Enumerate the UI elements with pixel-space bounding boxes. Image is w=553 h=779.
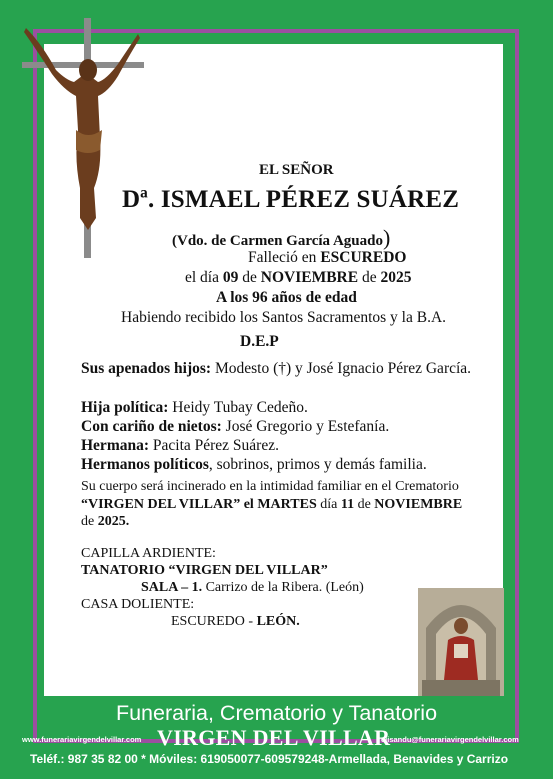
daughter-in-law-label: Hija política: (81, 399, 169, 416)
death-date-line (185, 269, 411, 287)
close-paren: ) (382, 225, 391, 250)
footer-website-link[interactable]: www.funerariavirgendelvillar.com (22, 735, 142, 744)
children-label: Sus apenados hijos: (81, 360, 212, 377)
death-day: 09 (222, 269, 239, 286)
in-laws-line (81, 455, 476, 474)
cremation-day: 11 (340, 496, 355, 512)
widower-text: Vdo. de Carmen García Aguado (177, 233, 383, 249)
children-line (81, 359, 476, 378)
crucifix-image (22, 18, 157, 258)
daughter-in-law-value: Heidy Tubay Cedeño. (168, 399, 308, 416)
died-in-prefix: Falleció en (248, 249, 321, 266)
death-month: NOVIEMBRE (260, 269, 359, 286)
home-place: ESCUREDO - (171, 614, 257, 629)
open-paren: ( (172, 233, 177, 249)
sala-location: Carrizo de la Ribera. (León) (202, 580, 364, 595)
cremation-de-2: de (81, 514, 98, 529)
sister-label: Hermana: (81, 437, 150, 454)
el-senor-heading: EL SEÑOR (259, 162, 334, 178)
cremation-month: NOVIEMBRE (374, 496, 463, 512)
crematorio-name: “VIRGEN DEL VILLAR” el MARTES (81, 496, 317, 512)
chapel-label: CAPILLA ARDIENTE: (81, 546, 216, 561)
home-label: CASA DOLIENTE: (81, 597, 195, 612)
children-value: Modesto (†) y José Ignacio Pérez García. (211, 360, 472, 377)
death-place: ESCUREDO (320, 249, 407, 266)
grandchildren-value: José Gregorio y Estefanía. (221, 418, 390, 435)
cremation-paragraph (81, 478, 476, 531)
tanatorio-name: TANATORIO “VIRGEN DEL VILLAR” (81, 563, 328, 578)
cremation-year: 2025. (97, 514, 130, 529)
daughter-in-law-line (81, 398, 476, 417)
cremation-dia: día (316, 496, 341, 512)
cremation-text: Su cuerpo será incinerado en la intimidad familiar en el Crematorio (81, 479, 459, 494)
deceased-name: Dª. ISMAEL PÉREZ SUÁREZ (122, 186, 460, 213)
dep-line: D.E.P (240, 333, 279, 350)
grandchildren-label: Con cariño de nietos: (81, 418, 222, 435)
sala-label: SALA – 1. (141, 580, 203, 595)
home-place-line (171, 614, 300, 630)
sala-line (141, 580, 364, 596)
cremation-de-1: de (354, 496, 375, 512)
date-de-2: de (358, 269, 381, 286)
age-line: A los 96 años de edad (216, 289, 357, 306)
footer-phones: Teléf.: 987 35 82 00 * Móviles: 619050077-609579248-Armellada, Benavides y Carrizo (30, 752, 509, 766)
in-laws-label: Hermanos políticos (81, 456, 209, 473)
date-de-1: de (238, 269, 261, 286)
footer-email-link[interactable]: elisandu@funerariavirgendelvillar.com (381, 735, 519, 744)
footer-brand: VIRGEN DEL VILLAR (157, 725, 391, 750)
widower-line (172, 225, 390, 251)
footer-title: Funeraria, Crematorio y Tanatorio (115, 701, 438, 725)
sister-line (81, 436, 476, 455)
died-in-line (248, 249, 406, 267)
home-city: LEÓN. (256, 614, 300, 629)
virgin-painting-image (418, 588, 504, 696)
death-year: 2025 (380, 269, 412, 286)
sacraments-line: Habiendo recibido los Santos Sacramentos y la B.A. (121, 309, 447, 326)
date-prefix: el día (185, 269, 223, 286)
in-laws-value: , sobrinos, primos y demás familia. (208, 456, 427, 473)
sister-value: Pacita Pérez Suárez. (149, 437, 279, 454)
grandchildren-line (81, 417, 476, 436)
